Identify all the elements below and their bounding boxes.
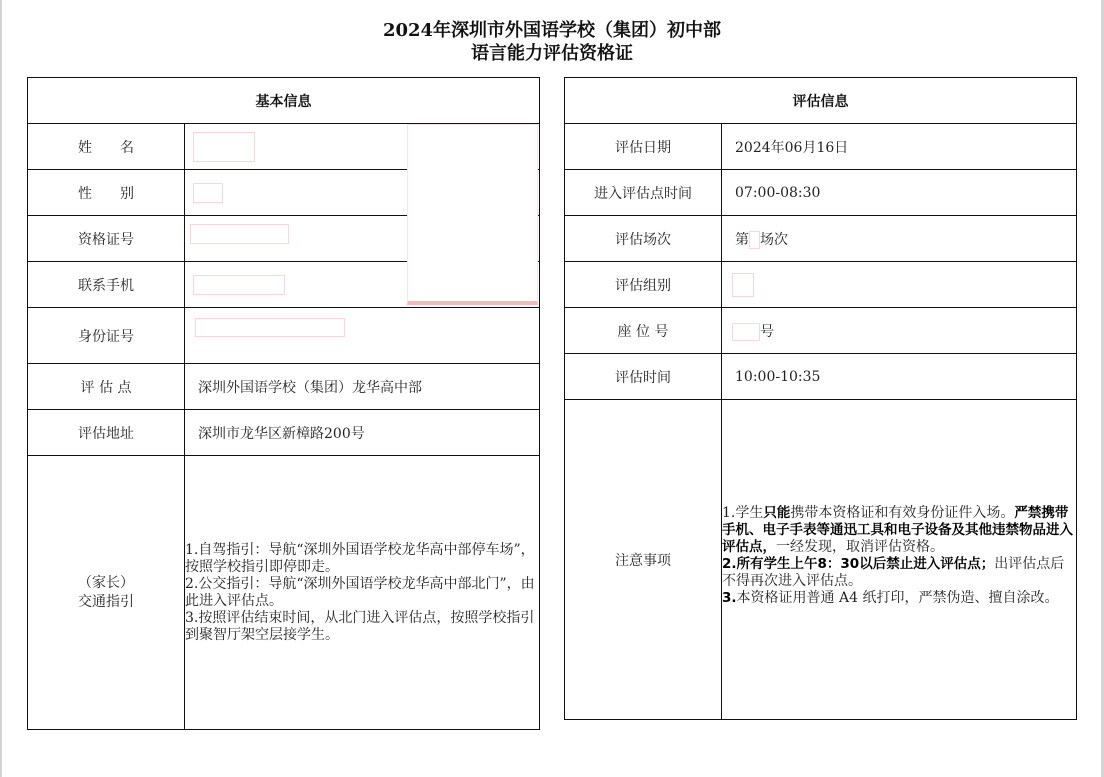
session-prefix: 第 [735, 231, 749, 248]
assessment-site-label: 评 估 点 [28, 364, 185, 410]
name-redacted-field [193, 132, 255, 162]
seat-number-value [722, 308, 1077, 354]
traffic-guide-item-2: 2.公交指引：导航“深圳外国语学校龙华高中部北门”，由此进入评估点。 [185, 575, 535, 609]
note-item-2 [722, 556, 1076, 590]
traffic-guide-label-line2: 交通指引 [78, 593, 134, 610]
note-1-text-a: 学生 [735, 504, 764, 521]
note-1-text-c: 一经发现，取消评估资格。 [776, 538, 944, 555]
seat-number-label: 座 位 号 [565, 308, 722, 354]
note-2-bold: 2.所有学生上午8：30以后禁止进入评估点； [722, 555, 995, 572]
entry-time-label: 进入评估点时间 [565, 170, 722, 216]
session-label: 评估场次 [565, 216, 722, 262]
traffic-guide-item-3: 3.按照评估结束时间，从北门进入评估点，按照学校指引到聚智厅架空层接学生。 [185, 609, 535, 643]
photo-placeholder [407, 124, 538, 305]
note-1-text-b: 携带本资格证和有效身份证件入场。 [790, 504, 1015, 521]
phone-redacted-field [193, 275, 285, 295]
group-value [722, 262, 1077, 308]
seat-number-suffix: 号 [760, 323, 774, 340]
notes-label: 注意事项 [565, 400, 722, 720]
assessment-time-value: 10:00-10:35 [722, 354, 1077, 400]
note-3-number: 3. [722, 589, 737, 606]
session-value [722, 216, 1077, 262]
id-number-value [185, 308, 540, 364]
group-label: 评估组别 [565, 262, 722, 308]
note-item-1 [722, 505, 1076, 556]
id-number-redacted-field [195, 318, 345, 337]
traffic-guide-content [185, 456, 540, 730]
note-1-bold-only: 只能 [763, 504, 791, 521]
gender-label: 性 别 [28, 170, 185, 216]
assessment-site-value: 深圳外国语学校（集团）龙华高中部 [185, 364, 540, 410]
assessment-address-label: 评估地址 [28, 410, 185, 456]
note-item-3 [722, 590, 1076, 607]
note-2-text: 出评估点后不得再次进入评估点。 [722, 555, 1065, 589]
basic-info-header: 基本信息 [28, 78, 540, 124]
assessment-address-value: 深圳市龙华区新樟路200号 [185, 410, 540, 456]
traffic-guide-label-line1: （家长） [78, 574, 134, 591]
notes-content [722, 400, 1077, 720]
certificate-number-label: 资格证号 [28, 216, 185, 262]
assessment-date-value: 2024年06月16日 [722, 124, 1077, 170]
assessment-info-table [564, 77, 1077, 720]
document-title: 2024年深圳市外国语学校（集团）初中部 [382, 20, 722, 41]
entry-time-value: 07:00-08:30 [722, 170, 1077, 216]
note-3-text: 本资格证用普通 A4 纸打印，严禁伪造、擅自涂改。 [736, 589, 1059, 606]
gender-redacted-field [193, 183, 223, 203]
page-edge-left [0, 0, 2, 777]
traffic-guide-item-1: 1.自驾指引：导航“深圳外国语学校龙华高中部停车场”，按照学校指引即停即走。 [185, 541, 535, 575]
note-1-number: 1. [722, 504, 736, 521]
note-1-bold-prohibited: 严禁携带手机、电子手表等通迅工具和电子设备及其他违禁物品进入评估点， [722, 504, 1073, 555]
traffic-guide-label [28, 456, 185, 730]
document-subtitle: 语言能力评估资格证 [471, 43, 633, 64]
name-label: 姓 名 [28, 124, 185, 170]
group-redacted-field [732, 273, 754, 297]
assessment-time-label: 评估时间 [565, 354, 722, 400]
assessment-date-label: 评估日期 [565, 124, 722, 170]
certificate-number-redacted-field [190, 224, 289, 244]
session-redacted-field [749, 231, 760, 249]
id-number-label: 身份证号 [28, 308, 185, 364]
seat-number-redacted-field [732, 323, 760, 341]
assessment-info-header: 评估信息 [565, 78, 1077, 124]
phone-label: 联系手机 [28, 262, 185, 308]
session-suffix: 场次 [760, 231, 788, 248]
